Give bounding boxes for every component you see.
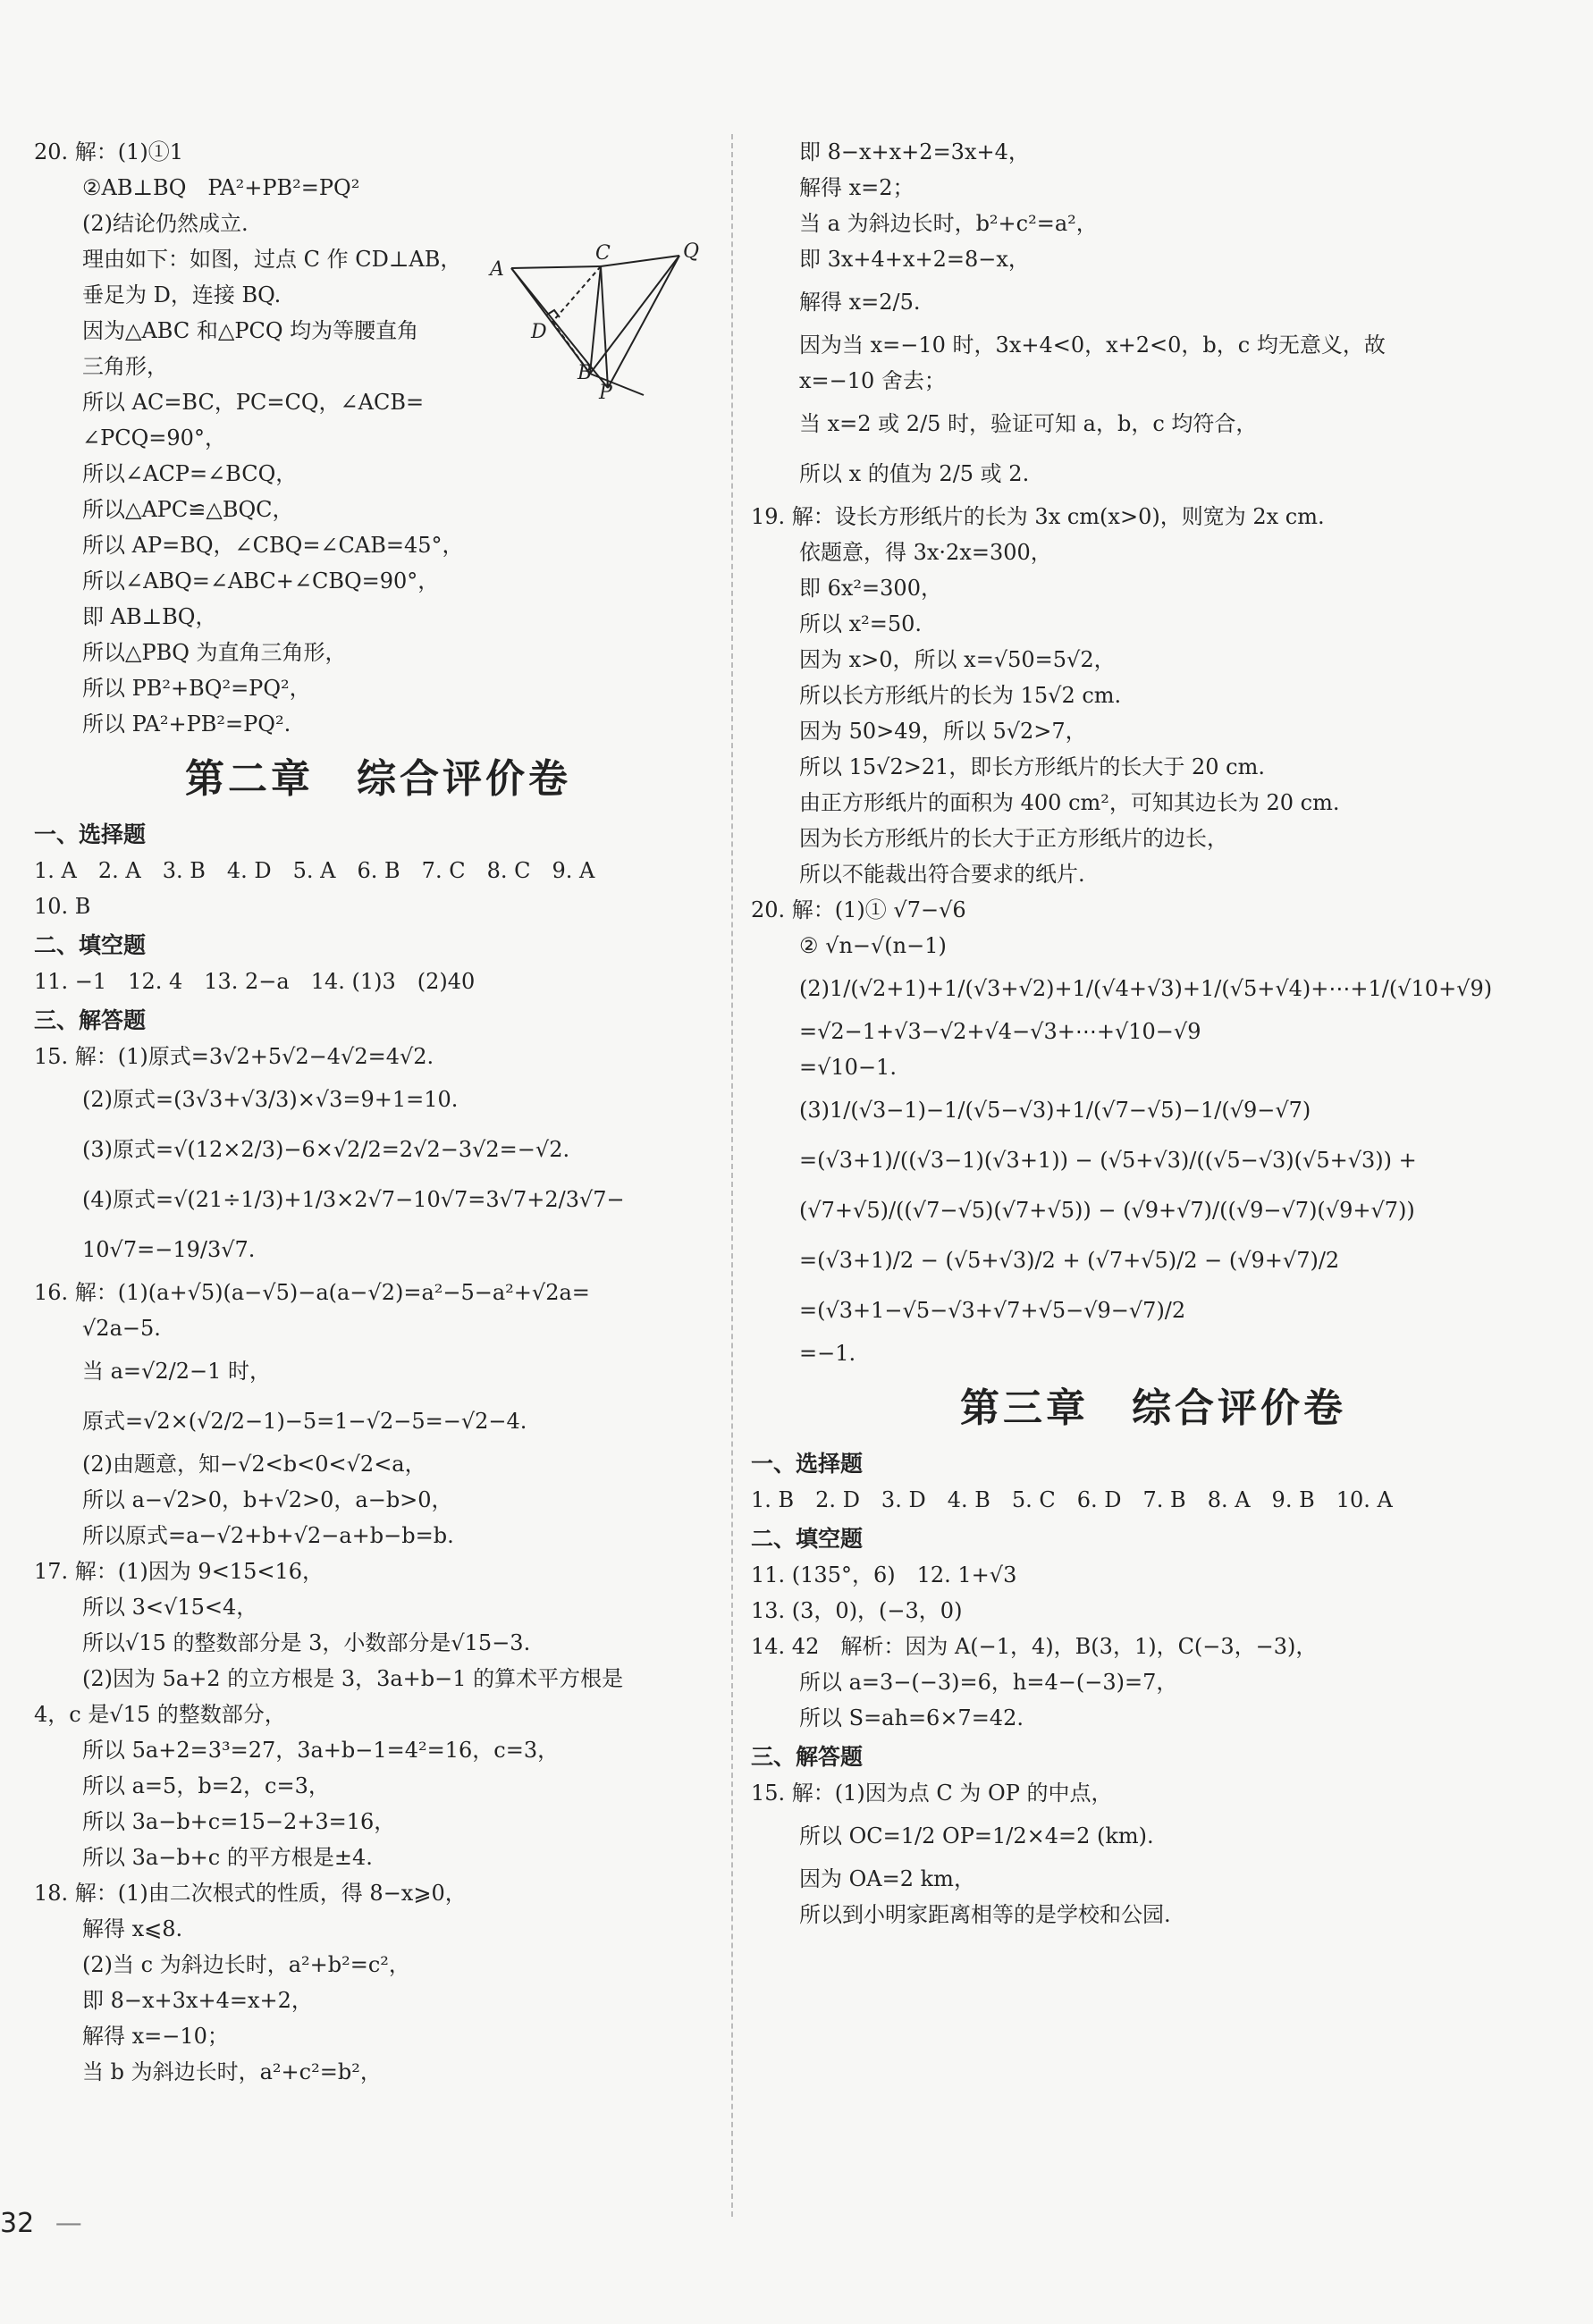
text-line: ② √n−√(n−1) <box>799 933 947 958</box>
solutions-block <box>34 1039 722 2090</box>
text-line: 由正方形纸片的面积为 400 cm²，可知其边长为 20 cm. <box>799 790 1340 815</box>
text-line: 所以 AC=BC，PC=CQ，∠ACB= <box>82 390 425 415</box>
text-line: 依题意，得 3x·2x=300， <box>799 540 1052 565</box>
text-line: =−1. <box>799 1341 856 1366</box>
answer-line: 所以 S=ah=6×7=42. <box>799 1705 1024 1730</box>
text-line: 所以∠ABQ=∠ABC+∠CBQ=90°， <box>82 568 440 594</box>
q20-chapter1-solution <box>34 134 722 742</box>
text-line: 所以△PBQ 为直角三角形， <box>82 640 347 665</box>
text-line: 即 8−x+3x+4=x+2， <box>82 1988 313 2013</box>
text-line: 所以原式=a−√2+b+√2−a+b−b=b. <box>82 1523 454 1548</box>
text-line: 所以 3a−b+c=15−2+3=16， <box>82 1809 396 1834</box>
text-line: 4，c 是√15 的整数部分， <box>34 1702 286 1727</box>
answer-line: 1. B 2. D 3. D 4. B 5. C 6. D 7. B 8. A 9. B 10. A <box>751 1487 1393 1512</box>
text-line: 因为△ABC 和△PCQ 均为等腰直角 <box>82 318 419 343</box>
answer-line: 11. −1 12. 4 13. 2−a 14. (1)3 (2)40 <box>34 969 476 994</box>
text-line: 20. 解：(1)①1 <box>34 139 184 164</box>
section-heading: 二、填空题 <box>751 1526 864 1552</box>
text-line: 解得 x=2； <box>799 175 914 200</box>
text-line: 所以 5a+2=3³=27，3a+b−1=4²=16，c=3， <box>82 1738 560 1763</box>
text-line: 20. 解：(1)① √7−√6 <box>751 897 966 922</box>
text-line: 当 b 为斜边长时，a²+c²=b²， <box>82 2059 382 2084</box>
text-line: 解得 x=2/5. <box>799 290 921 315</box>
text-line: =√10−1. <box>799 1055 897 1080</box>
section-heading: 三、解答题 <box>751 1744 864 1770</box>
text-line: =(√3+1)/2 − (√5+√3)/2 + (√7+√5)/2 − (√9+√7)/2 <box>799 1248 1340 1273</box>
text-line: 所以 3<√15<4， <box>82 1595 258 1620</box>
text-line: 理由如下：如图，过点 C 作 CD⊥AB， <box>82 247 462 272</box>
figure-label: P <box>599 382 612 400</box>
text-line: 所以 15√2>21，即长方形纸片的长大于 20 cm. <box>799 754 1266 779</box>
text-line: 所以√15 的整数部分是 3，小数部分是√15−3. <box>82 1630 531 1655</box>
text-line: 所以 PB²+BQ²=PQ²， <box>82 676 311 701</box>
text-line: 即 6x²=300， <box>799 576 942 601</box>
text-line: 当 x=2 或 2/5 时，验证可知 a，b，c 均符合， <box>799 411 1258 436</box>
text-line: √2a−5. <box>82 1316 161 1341</box>
text-line: (3)原式=√(12×2/3)−6×√2/2=2√2−3√2=−√2. <box>82 1137 570 1162</box>
text-line: 所以 a−√2>0，b+√2>0，a−b>0， <box>82 1487 453 1512</box>
text-line: 即 AB⊥BQ， <box>82 604 217 629</box>
text-line: =(√3+1−√5−√3+√7+√5−√9−√7)/2 <box>799 1298 1186 1323</box>
text-line: =(√3+1)/((√3−1)(√3+1)) − (√5+√3)/((√5−√3)(√5+√3)) + <box>799 1148 1417 1173</box>
text-line: 当 a=√2/2−1 时， <box>82 1359 271 1384</box>
section-heading: 二、填空题 <box>34 932 147 958</box>
text-line: 原式=√2×(√2/2−1)−5=1−√2−5=−√2−4. <box>82 1409 527 1434</box>
section-heading: 三、解答题 <box>34 1007 147 1033</box>
text-line: 解得 x⩽8. <box>82 1916 183 1941</box>
answer-line: 11. (135°，6) 12. 1+√3 <box>751 1562 1017 1587</box>
text-line: 所以长方形纸片的长为 15√2 cm. <box>799 683 1122 708</box>
figure-label: C <box>595 242 611 265</box>
text-line: 15. 解：(1)因为点 C 为 OP 的中点， <box>751 1781 1113 1806</box>
chapter-title: 第二章 综合评价卷 <box>185 756 571 802</box>
answer-line: 所以 a=3−(−3)=6，h=4−(−3)=7， <box>799 1670 1178 1695</box>
text-line: ②AB⊥BQ PA²+PB²=PQ² <box>82 175 360 200</box>
text-line: 解得 x=−10； <box>82 2024 229 2049</box>
text-line: 所以 AP=BQ，∠CBQ=∠CAB=45°， <box>82 533 464 558</box>
right-column <box>751 134 1555 1932</box>
text-line: 所以 x 的值为 2/5 或 2. <box>799 461 1030 486</box>
figure-label: A <box>490 258 504 281</box>
text-line: =√2−1+√3−√2+√4−√3+⋯+√10−√9 <box>799 1019 1201 1044</box>
text-line: 16. 解：(1)(a+√5)(a−√5)−a(a−√2)=a²−5−a²+√2a= <box>34 1280 590 1305</box>
text-line: 因为 OA=2 km， <box>799 1866 975 1891</box>
text-line: 因为 x>0，所以 x=√50=5√2， <box>799 647 1116 672</box>
text-line: 三角形， <box>82 354 168 379</box>
answer-line: 13. (3，0)，(−3，0) <box>751 1598 963 1623</box>
figure-label: B <box>577 362 593 384</box>
text-line: 10√7=−19/3√7. <box>82 1237 256 1262</box>
left-column <box>34 134 722 2090</box>
text-line: (2)因为 5a+2 的立方根是 3，3a+b−1 的算术平方根是 <box>82 1666 624 1691</box>
text-line: 19. 解：设长方形纸片的长为 3x cm(x>0)，则宽为 2x cm. <box>751 504 1325 529</box>
text-line: 所以 x²=50. <box>799 611 923 636</box>
text-line: 因为长方形纸片的长大于正方形纸片的边长， <box>799 826 1228 851</box>
text-line: 所以 3a−b+c 的平方根是±4. <box>82 1845 373 1870</box>
text-line: 即 3x+4+x+2=8−x， <box>799 247 1030 272</box>
text-line: 18. 解：(1)由二次根式的性质，得 8−x⩾0， <box>34 1881 467 1906</box>
figure-label: D <box>531 321 547 343</box>
text-line: (2)原式=(3√3+√3/3)×√3=9+1=10. <box>82 1087 459 1112</box>
section-heading: 一、选择题 <box>34 821 147 847</box>
text-line: 所以 PA²+PB²=PQ². <box>82 712 291 737</box>
text-line: 所以△APC≌△BQC， <box>82 497 294 522</box>
text-line: 当 a 为斜边长时，b²+c²=a²， <box>799 211 1098 236</box>
text-line: 17. 解：(1)因为 9<15<16， <box>34 1559 324 1584</box>
answer-line: 14. 42 解析：因为 A(−1，4)，B(3，1)，C(−3，−3)， <box>751 1634 1318 1659</box>
text-line: 所以不能裁出符合要求的纸片. <box>799 862 1085 887</box>
text-line: (4)原式=√(21÷1/3)+1/3×2√7−10√7=3√7+2/3√7− <box>82 1187 625 1212</box>
q18-continued <box>751 134 1555 1371</box>
geometry-figure <box>465 240 724 400</box>
text-line: (√7+√5)/((√7−√5)(√7+√5)) − (√9+√7)/((√9−√7)(√9+√7)) <box>799 1198 1415 1223</box>
answer-line: 1. A 2. A 3. B 4. D 5. A 6. B 7. C 8. C 9. A <box>34 858 595 883</box>
text-line: 即 8−x+x+2=3x+4， <box>799 139 1030 164</box>
footer-dash: — <box>55 2208 82 2239</box>
text-line: 所以 OC=1/2 OP=1/2×4=2 (km). <box>799 1823 1154 1848</box>
answer-line: 10. B <box>34 894 91 919</box>
section-heading: 一、选择题 <box>751 1451 864 1477</box>
text-line: 15. 解：(1)原式=3√2+5√2−4√2=4√2. <box>34 1044 434 1069</box>
text-line: (3)1/(√3−1)−1/(√5−√3)+1/(√7−√5)−1/(√9−√7) <box>799 1098 1311 1123</box>
chapter-title: 第三章 综合评价卷 <box>960 1385 1346 1431</box>
text-line: (2)1/(√2+1)+1/(√3+√2)+1/(√4+√3)+1/(√5+√4)+⋯+1/(√10+√9) <box>799 976 1493 1001</box>
text-line: 所以 a=5，b=2，c=3， <box>82 1773 330 1798</box>
text-line: 所以∠ACP=∠BCQ， <box>82 461 298 486</box>
column-divider <box>731 134 733 2217</box>
text-line: 垂足为 D，连接 BQ. <box>82 282 282 307</box>
page-footer <box>0 2208 82 2239</box>
text-line: 因为当 x=−10 时，3x+4<0，x+2<0，b，c 均无意义，故 <box>799 333 1386 358</box>
text-line: 所以到小明家距离相等的是学校和公园. <box>799 1902 1171 1927</box>
text-line: (2)当 c 为斜边长时，a²+b²=c²， <box>82 1952 410 1977</box>
text-line: ∠PCQ=90°， <box>82 425 226 450</box>
text-line: (2)结论仍然成立. <box>82 211 249 236</box>
figure-label: Q <box>683 240 700 263</box>
page-number: 32 <box>0 2208 35 2239</box>
text-line: x=−10 舍去； <box>799 368 946 393</box>
text-line: (2)由题意，知−√2<b<0<√2<a， <box>82 1452 426 1477</box>
text-line: 因为 50>49，所以 5√2>7， <box>799 719 1087 744</box>
